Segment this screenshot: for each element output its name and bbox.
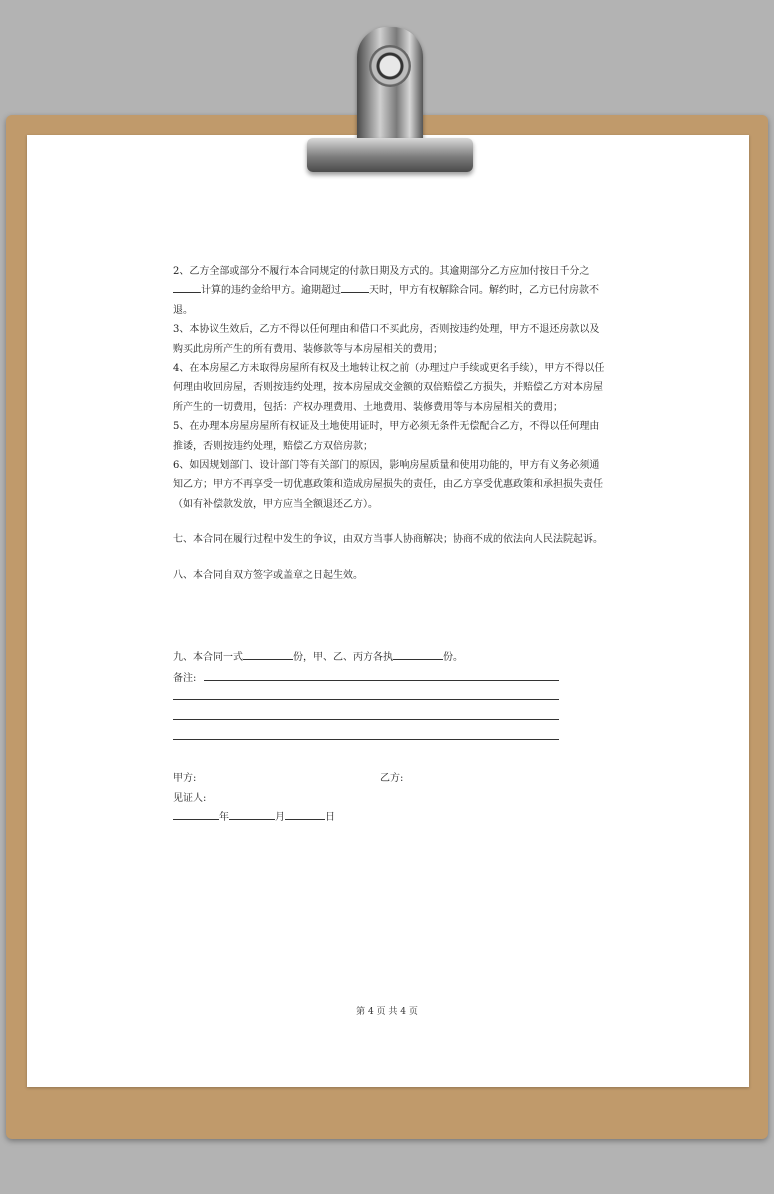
blank-overdue-days xyxy=(341,281,369,293)
date-day-label: 日 xyxy=(325,812,335,823)
party-a-label: 甲方: xyxy=(173,773,197,784)
section-7: 七、本合同在履行过程中发生的争议，由双方当事人协商解决；协商不成的依法向人民法院起诉。 xyxy=(173,534,603,546)
page-number-footer: 第 4 页 共 4 页 xyxy=(356,1007,418,1017)
remarks-line-2 xyxy=(173,699,559,700)
remarks-line-4 xyxy=(173,739,559,740)
blank-copies-each xyxy=(393,648,443,660)
clause-2-part3: 天时，甲方有权解除合同。解约时，乙方已付房款不退。 xyxy=(173,285,599,316)
binder-clip-ring-icon xyxy=(369,45,411,87)
blank-day xyxy=(285,808,325,820)
section-9 xyxy=(173,648,463,663)
section-9-suffix: 份。 xyxy=(443,652,463,663)
remarks-label: 备注: xyxy=(173,673,197,684)
clause-3: 3、本协议生效后，乙方不得以任何理由和借口不买此房，否则按违约处理，甲方不退还房款以及购买此房所产生的所有费用、装修款等与本房屋相关的费用； xyxy=(173,324,600,355)
binder-clip-base-icon xyxy=(307,138,473,172)
section-8: 八、本合同自双方签字或盖章之日起生效。 xyxy=(173,569,363,581)
blank-year xyxy=(173,808,219,820)
clause-2-part2: 计算的违约金给甲方。逾期超过 xyxy=(201,285,341,297)
clause-6: 6、如因规划部门、设计部门等有关部门的原因，影响房屋质量和使用功能的，甲方有义务必须通知乙方；甲方不再享受一切优惠政策和造成房屋损失的责任，由乙方享受优惠政策和承担损失责任（如有补偿款发放，甲方应当全额退还乙方）。 xyxy=(173,460,603,510)
blank-copies-total xyxy=(243,648,293,660)
date-year-label: 年 xyxy=(219,812,229,823)
contract-body xyxy=(173,262,605,585)
clause-5: 5、在办理本房屋房屋所有权证及土地使用证时，甲方必须无条件无偿配合乙方，不得以任何理由推诿，否则按违约处理，赔偿乙方双倍房款； xyxy=(173,421,600,452)
witness-label: 见证人: xyxy=(173,793,207,804)
remarks-line-3 xyxy=(173,719,559,720)
blank-penalty-rate xyxy=(173,281,201,293)
date-month-label: 月 xyxy=(275,812,285,823)
party-b-label: 乙方: xyxy=(380,773,404,784)
section-9-prefix: 九、本合同一式 xyxy=(173,652,243,663)
blank-month xyxy=(229,808,275,820)
clause-4: 4、在本房屋乙方未取得房屋所有权及土地转让权之前（办理过户手续或更名手续），甲方不得以任何理由收回房屋，否则按违约处理，按本房屋成交金额的双倍赔偿乙方损失，并赔偿乙方对本房屋所产生的一切费用，包括：产权办理费用、土地费用、装修费用等与本房屋相关的费用； xyxy=(173,363,605,413)
clause-2 xyxy=(173,262,605,320)
signing-date xyxy=(173,808,335,823)
section-9-middle: 份，甲、乙、丙方各执 xyxy=(293,652,393,663)
remarks-line-1 xyxy=(204,680,559,681)
clause-2-part1: 2、乙方全部或部分不履行本合同规定的付款日期及方式的。其逾期部分乙方应加付按日千分之 xyxy=(173,266,590,277)
